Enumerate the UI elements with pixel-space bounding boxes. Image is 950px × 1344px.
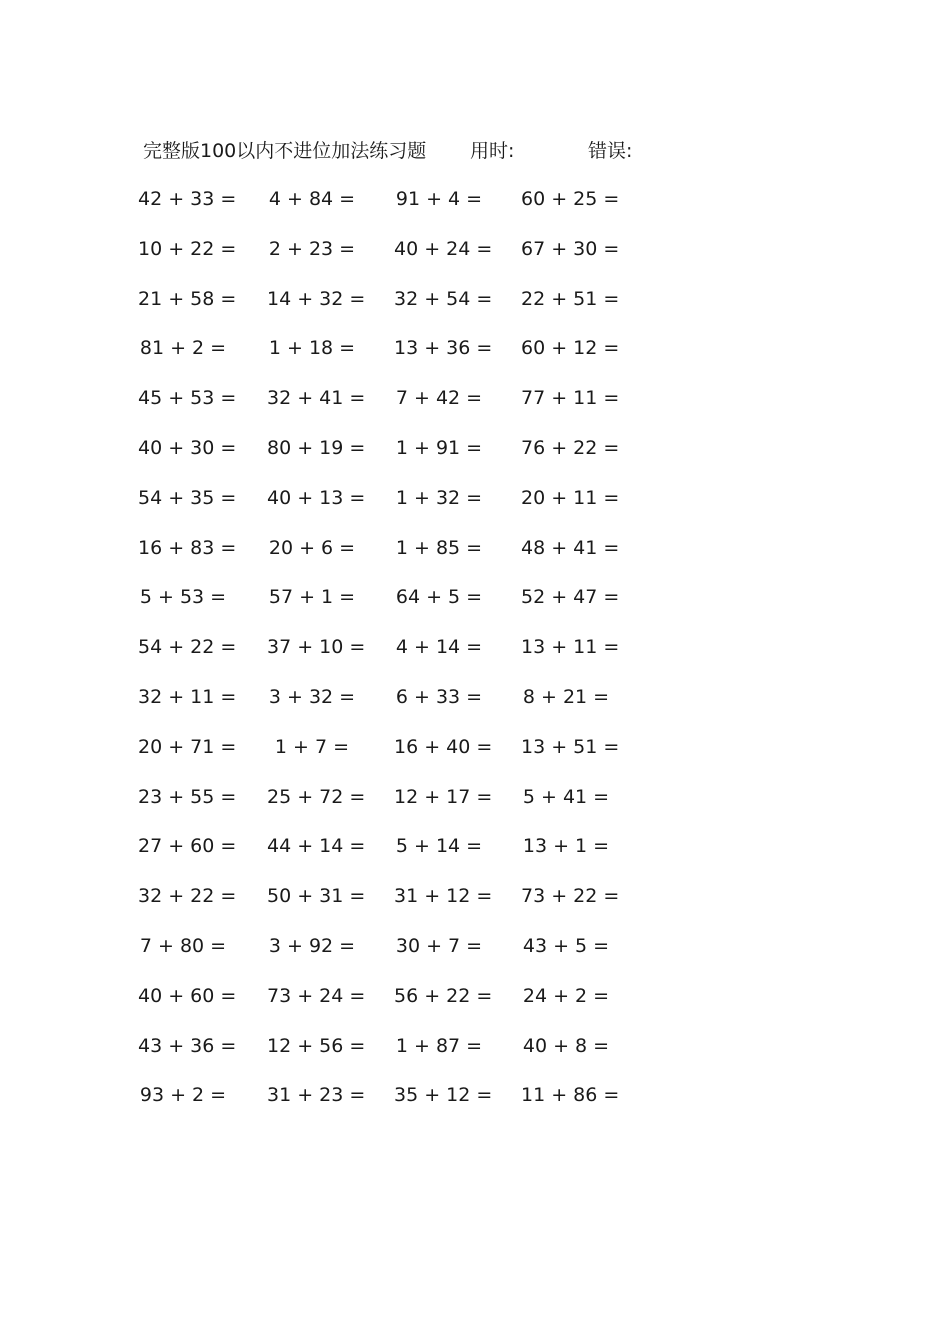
addition-problem: 22 + 51 = [521, 287, 620, 310]
addition-problem: 20 + 71 = [138, 735, 237, 758]
addition-problem: 40 + 24 = [394, 237, 493, 260]
addition-problem: 2 + 23 = [268, 237, 356, 260]
addition-problem: 21 + 58 = [138, 287, 237, 310]
problem-row [138, 284, 643, 334]
problem-row [138, 732, 643, 782]
problem-row [138, 632, 643, 682]
addition-problem: 73 + 22 = [521, 885, 620, 908]
addition-problem: 50 + 31 = [267, 885, 366, 908]
addition-problem: 24 + 2 = [522, 984, 610, 1007]
addition-problem: 32 + 54 = [394, 287, 493, 310]
addition-problem: 93 + 2 = [139, 1084, 227, 1107]
addition-problem: 13 + 11 = [521, 636, 620, 659]
addition-problem: 7 + 80 = [139, 934, 227, 957]
addition-problem: 31 + 23 = [267, 1084, 366, 1107]
addition-problem: 13 + 1 = [522, 835, 610, 858]
addition-problem: 20 + 11 = [521, 486, 620, 509]
addition-problem: 48 + 41 = [521, 536, 620, 559]
addition-problem: 54 + 35 = [138, 486, 237, 509]
addition-problem: 37 + 10 = [267, 636, 366, 659]
addition-problem: 73 + 24 = [267, 984, 366, 1007]
addition-problem: 3 + 32 = [268, 685, 356, 708]
addition-problem: 57 + 1 = [268, 586, 356, 609]
addition-problem: 5 + 41 = [522, 785, 610, 808]
worksheet-title: 完整版100以内不进位加法练习题 [143, 140, 427, 162]
problem-row [138, 831, 643, 881]
addition-problem: 91 + 4 = [395, 188, 483, 210]
addition-problem: 5 + 14 = [395, 835, 483, 858]
addition-problem: 14 + 32 = [267, 287, 366, 310]
problem-row [138, 234, 643, 284]
problem-row [138, 483, 643, 533]
problem-row [138, 533, 643, 583]
addition-problem: 4 + 14 = [395, 636, 483, 659]
problem-grid [138, 184, 643, 1130]
addition-problem: 27 + 60 = [138, 835, 237, 858]
problem-row [139, 333, 643, 383]
addition-problem: 12 + 56 = [267, 1034, 366, 1057]
addition-problem: 1 + 18 = [268, 337, 356, 360]
addition-problem: 1 + 85 = [395, 536, 483, 559]
time-label: 用时: [470, 140, 515, 162]
problem-row [138, 981, 643, 1031]
addition-problem: 35 + 12 = [394, 1084, 493, 1107]
addition-problem: 23 + 55 = [138, 785, 237, 808]
addition-problem: 40 + 30 = [138, 436, 237, 459]
addition-problem: 81 + 2 = [139, 337, 227, 360]
addition-problem: 32 + 22 = [138, 885, 237, 908]
addition-problem: 1 + 32 = [395, 486, 483, 509]
problem-row [139, 1080, 643, 1130]
addition-problem: 30 + 7 = [395, 934, 483, 957]
addition-problem: 54 + 22 = [138, 636, 237, 659]
problem-row [138, 881, 643, 931]
addition-problem: 13 + 51 = [521, 735, 620, 758]
addition-problem: 56 + 22 = [394, 984, 493, 1007]
problem-row [139, 931, 643, 981]
addition-problem: 3 + 92 = [268, 934, 356, 957]
addition-problem: 42 + 33 = [138, 188, 237, 210]
addition-problem: 43 + 36 = [138, 1034, 237, 1057]
addition-problem: 77 + 11 = [521, 387, 620, 410]
errors-label: 错误: [588, 140, 633, 162]
addition-problem: 31 + 12 = [394, 885, 493, 908]
addition-problem: 20 + 6 = [268, 536, 356, 559]
addition-problem: 64 + 5 = [395, 586, 483, 609]
problem-row [138, 433, 643, 483]
addition-problem: 16 + 83 = [138, 536, 237, 559]
addition-problem: 25 + 72 = [267, 785, 366, 808]
addition-problem: 8 + 21 = [522, 685, 610, 708]
addition-problem: 60 + 25 = [521, 188, 620, 210]
problem-row [138, 184, 643, 234]
addition-problem: 40 + 8 = [522, 1034, 610, 1057]
problem-row [138, 782, 643, 832]
addition-problem: 43 + 5 = [522, 934, 610, 957]
addition-problem: 11 + 86 = [521, 1084, 620, 1107]
addition-problem: 32 + 41 = [267, 387, 366, 410]
addition-problem: 12 + 17 = [394, 785, 493, 808]
problem-row [138, 383, 643, 433]
addition-problem: 44 + 14 = [267, 835, 366, 858]
addition-problem: 5 + 53 = [139, 586, 227, 609]
addition-problem: 60 + 12 = [521, 337, 620, 360]
addition-problem: 40 + 13 = [267, 486, 366, 509]
addition-problem: 40 + 60 = [138, 984, 237, 1007]
addition-problem: 1 + 91 = [395, 436, 483, 459]
problem-row [138, 1031, 643, 1081]
addition-problem: 80 + 19 = [267, 436, 366, 459]
addition-problem: 52 + 47 = [521, 586, 620, 609]
addition-problem: 1 + 7 = [274, 735, 350, 758]
addition-problem: 6 + 33 = [395, 685, 483, 708]
addition-problem: 76 + 22 = [521, 436, 620, 459]
addition-problem: 1 + 87 = [395, 1034, 483, 1057]
problem-row [139, 582, 643, 632]
addition-problem: 16 + 40 = [394, 735, 493, 758]
addition-problem: 7 + 42 = [395, 387, 483, 410]
addition-problem: 4 + 84 = [268, 188, 356, 210]
addition-problem: 32 + 11 = [138, 685, 237, 708]
problem-row [138, 682, 643, 732]
worksheet-header [143, 136, 663, 166]
addition-problem: 10 + 22 = [138, 237, 237, 260]
addition-problem: 45 + 53 = [138, 387, 237, 410]
addition-problem: 13 + 36 = [394, 337, 493, 360]
addition-problem: 67 + 30 = [521, 237, 620, 260]
